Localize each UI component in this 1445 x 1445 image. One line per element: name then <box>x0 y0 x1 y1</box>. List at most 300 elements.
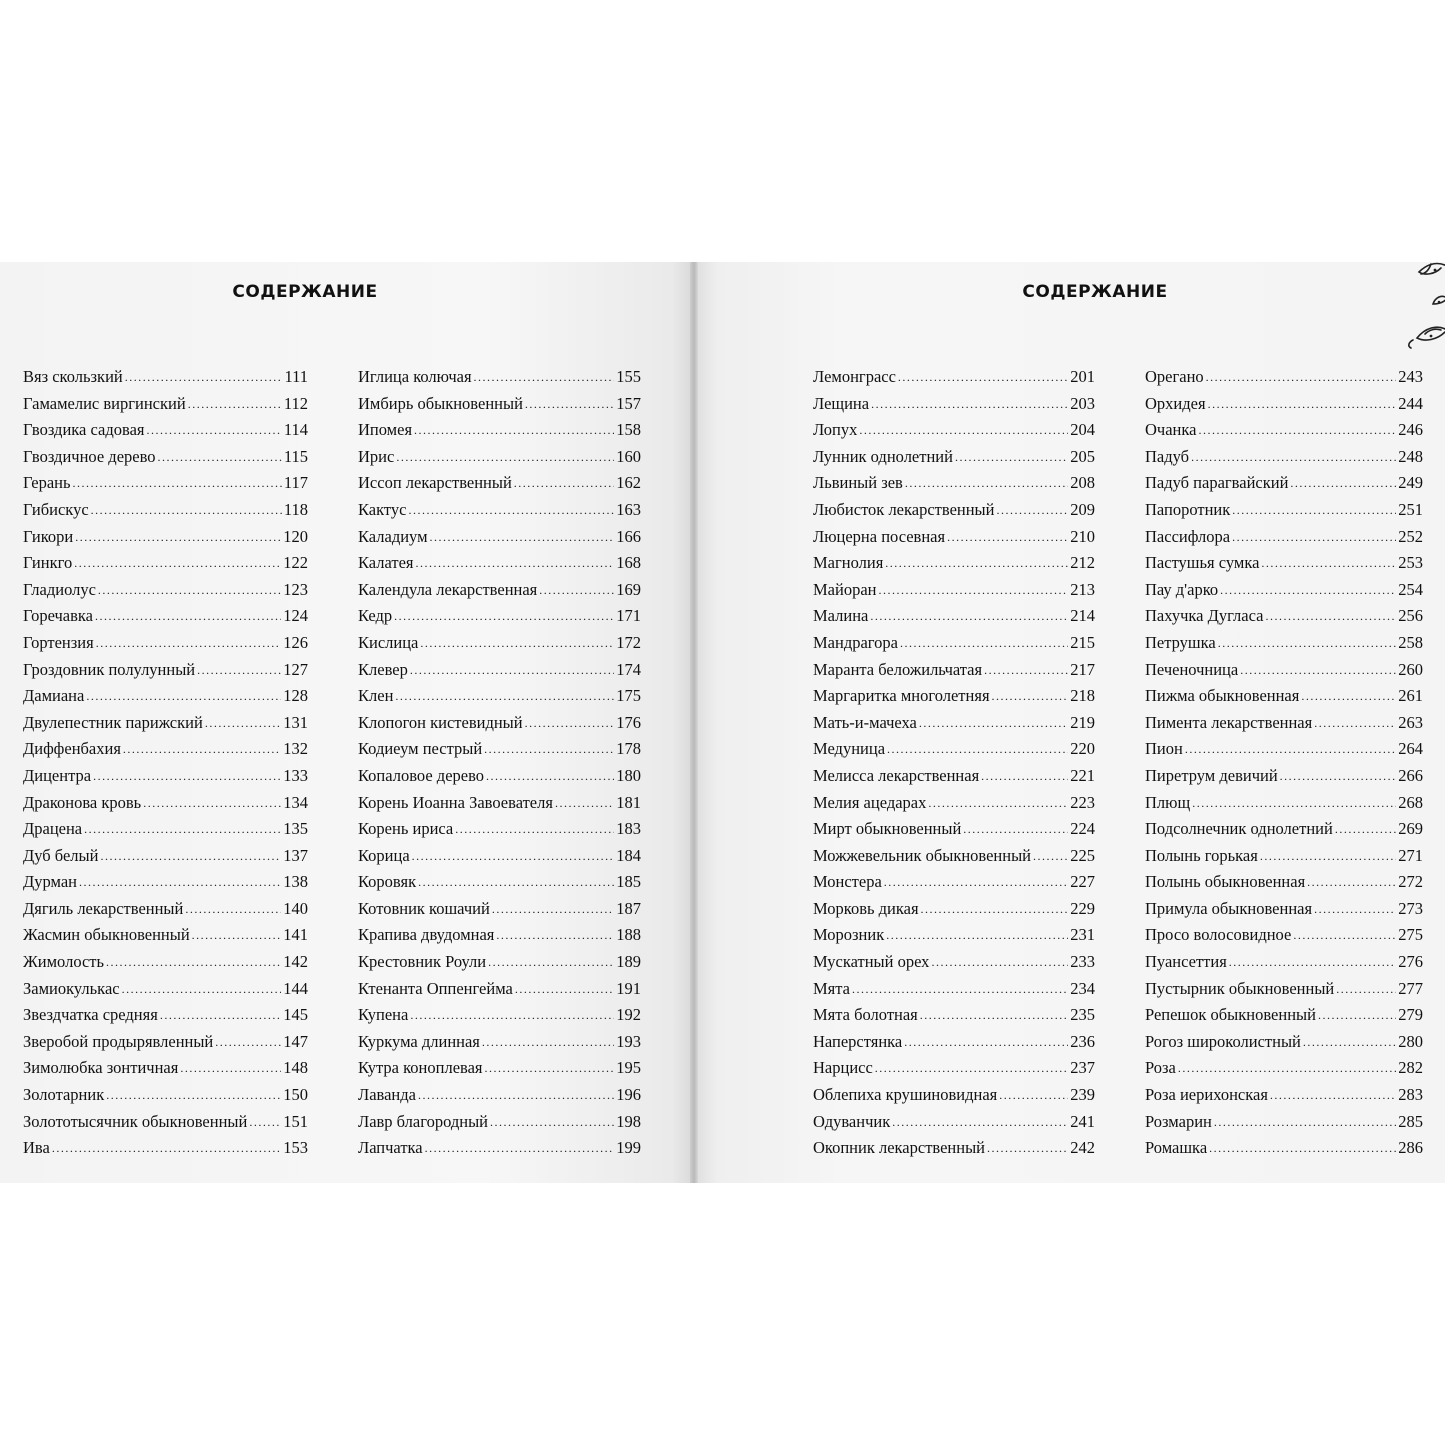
toc-entry-title: Имбирь обыкновенный <box>358 393 523 413</box>
toc-entry-title: Люцерна посевная <box>813 526 946 546</box>
toc-entry-page-number: 174 <box>616 659 641 679</box>
toc-entry-title: Полынь горькая <box>1145 845 1258 865</box>
toc-entry-title: Диффенбахия <box>23 739 121 759</box>
toc-entry <box>813 816 1095 843</box>
toc-entry <box>358 1002 641 1029</box>
toc-entry <box>23 444 308 471</box>
dot-leader <box>188 390 282 418</box>
toc-entry-page-number: 249 <box>1398 473 1423 493</box>
toc-entry-title: Примула обыкновенная <box>1145 898 1313 918</box>
toc-entry-title: Зимолюбка зонтичная <box>23 1058 179 1078</box>
dot-leader <box>158 443 282 471</box>
toc-entry <box>358 710 641 737</box>
toc-entry <box>1145 1082 1423 1109</box>
toc-entry-page-number: 210 <box>1070 526 1095 546</box>
toc-entry-page-number: 268 <box>1398 792 1423 812</box>
dot-leader <box>525 709 615 737</box>
dot-leader <box>496 921 614 949</box>
toc-entry-page-number: 233 <box>1070 952 1095 972</box>
dot-leader <box>486 762 614 790</box>
dot-leader <box>984 656 1068 684</box>
toc-entry <box>813 1029 1095 1056</box>
toc-entry <box>813 550 1095 577</box>
toc-entry-page-number: 157 <box>616 393 641 413</box>
dot-leader <box>1314 709 1396 737</box>
toc-entry-page-number: 134 <box>283 792 308 812</box>
toc-entry <box>813 444 1095 471</box>
toc-entry-page-number: 227 <box>1070 872 1095 892</box>
toc-entry <box>1145 1135 1423 1162</box>
toc-entry <box>358 577 641 604</box>
toc-entry <box>358 683 641 710</box>
toc-entry <box>23 869 308 896</box>
toc-entry <box>23 603 308 630</box>
toc-entry-page-number: 256 <box>1398 606 1423 626</box>
dot-leader <box>1240 656 1396 684</box>
toc-entry-page-number: 221 <box>1070 765 1095 785</box>
toc-entry-title: Пимента лекарственная <box>1145 712 1313 732</box>
dot-leader <box>192 921 282 949</box>
toc-entry <box>1145 630 1423 657</box>
toc-entry <box>358 1029 641 1056</box>
toc-entry-title: Котовник кошачий <box>358 898 490 918</box>
toc-entry-page-number: 188 <box>616 925 641 945</box>
dot-leader <box>852 975 1068 1003</box>
toc-entry-page-number: 203 <box>1070 393 1095 413</box>
toc-entry-title: Ирис <box>358 446 395 466</box>
dot-leader <box>482 1028 614 1056</box>
toc-entry-title: Иссоп лекарственный <box>358 473 512 493</box>
toc-entry-page-number: 148 <box>283 1058 308 1078</box>
toc-entry-page-number: 261 <box>1398 686 1423 706</box>
dot-leader <box>1033 842 1068 870</box>
toc-entry <box>358 657 641 684</box>
right-page-heading: СОДЕРЖАНИЕ <box>1022 282 1168 302</box>
toc-entry <box>1145 1109 1423 1136</box>
toc-entry-page-number: 271 <box>1398 845 1423 865</box>
toc-entry-page-number: 144 <box>283 978 308 998</box>
toc-entry-page-number: 205 <box>1070 446 1095 466</box>
toc-entry-page-number: 252 <box>1398 526 1423 546</box>
toc-entry <box>1145 869 1423 896</box>
toc-entry-title: Пассифлора <box>1145 526 1231 546</box>
toc-entry-title: Герань <box>23 473 71 493</box>
toc-entry <box>23 1002 308 1029</box>
toc-entry-page-number: 253 <box>1398 553 1423 573</box>
dot-leader <box>981 762 1068 790</box>
toc-entry-page-number: 160 <box>616 446 641 466</box>
dot-leader <box>947 523 1068 551</box>
toc-entry <box>23 816 308 843</box>
toc-entry-title: Лаванда <box>358 1085 416 1105</box>
toc-entry-page-number: 229 <box>1070 898 1095 918</box>
toc-entry <box>23 1082 308 1109</box>
toc-column-3 <box>813 364 1095 1162</box>
dot-leader <box>396 443 614 471</box>
dot-leader <box>74 549 281 577</box>
toc-entry <box>1145 444 1423 471</box>
dot-leader <box>395 682 614 710</box>
toc-entry-title: Падуб парагвайский <box>1145 473 1289 493</box>
toc-entry-title: Зверобой продырявленный <box>23 1031 214 1051</box>
dot-leader <box>1209 1134 1396 1162</box>
toc-entry-page-number: 158 <box>616 420 641 440</box>
toc-entry-title: Дуб белый <box>23 845 99 865</box>
toc-column-4 <box>1145 364 1423 1162</box>
toc-entry <box>23 391 308 418</box>
dot-leader <box>1191 443 1396 471</box>
toc-entry-page-number: 185 <box>616 872 641 892</box>
toc-entry-title: Драцена <box>23 819 83 839</box>
dot-leader <box>992 682 1069 710</box>
dot-leader <box>125 363 283 391</box>
dot-leader <box>1336 975 1396 1003</box>
toc-entry <box>358 391 641 418</box>
toc-entry <box>1145 763 1423 790</box>
toc-entry-page-number: 239 <box>1070 1085 1095 1105</box>
dot-leader <box>900 629 1068 657</box>
toc-entry-title: Любисток лекарственный <box>813 499 995 519</box>
dot-leader <box>416 549 615 577</box>
toc-entry-title: Медуница <box>813 739 886 759</box>
toc-entry-page-number: 212 <box>1070 553 1095 573</box>
toc-entry-title: Ипомея <box>358 420 413 440</box>
toc-entry-title: Пион <box>1145 739 1183 759</box>
toc-entry-page-number: 124 <box>283 606 308 626</box>
dot-leader <box>73 469 282 497</box>
toc-entry-page-number: 196 <box>616 1085 641 1105</box>
toc-entry-page-number: 126 <box>283 632 308 652</box>
toc-entry <box>1145 816 1423 843</box>
dot-leader <box>160 1001 281 1029</box>
toc-entry <box>23 417 308 444</box>
toc-entry <box>358 470 641 497</box>
toc-entry <box>813 391 1095 418</box>
toc-entry <box>813 683 1095 710</box>
toc-entry-page-number: 183 <box>616 819 641 839</box>
dot-leader <box>1303 1028 1396 1056</box>
toc-entry-title: Папоротник <box>1145 499 1231 519</box>
toc-entry-title: Орхидея <box>1145 393 1206 413</box>
dot-leader <box>1280 762 1397 790</box>
toc-entry-page-number: 220 <box>1070 739 1095 759</box>
toc-entry-title: Ктенанта Оппенгейма <box>358 978 513 998</box>
toc-entry-page-number: 145 <box>283 1005 308 1025</box>
toc-entry <box>23 763 308 790</box>
toc-entry <box>358 603 641 630</box>
dot-leader <box>492 895 614 923</box>
toc-entry <box>23 1135 308 1162</box>
toc-entry <box>23 790 308 817</box>
toc-entry-title: Гладиолус <box>23 579 96 599</box>
toc-entry-page-number: 215 <box>1070 632 1095 652</box>
toc-entry-page-number: 132 <box>283 739 308 759</box>
toc-entry <box>1145 603 1423 630</box>
toc-entry-title: Маргаритка многолетняя <box>813 686 990 706</box>
toc-entry <box>23 1109 308 1136</box>
toc-entry <box>358 843 641 870</box>
toc-entry <box>813 577 1095 604</box>
toc-entry-page-number: 142 <box>283 952 308 972</box>
toc-entry-page-number: 192 <box>616 1005 641 1025</box>
dot-leader <box>1185 735 1396 763</box>
toc-entry-title: Лещина <box>813 393 870 413</box>
toc-entry-title: Пиретрум девичий <box>1145 765 1278 785</box>
dot-leader <box>1265 602 1396 630</box>
toc-entry <box>23 577 308 604</box>
toc-entry <box>813 603 1095 630</box>
toc-entry-page-number: 189 <box>616 952 641 972</box>
toc-entry <box>1145 577 1423 604</box>
dot-leader <box>430 523 615 551</box>
toc-entry-title: Гамамелис виргинский <box>23 393 186 413</box>
toc-entry-title: Звездчатка средняя <box>23 1005 158 1025</box>
toc-entry-page-number: 218 <box>1070 686 1095 706</box>
toc-entry <box>358 550 641 577</box>
toc-entry <box>813 524 1095 551</box>
toc-entry-page-number: 208 <box>1070 473 1095 493</box>
dot-leader <box>1198 416 1396 444</box>
toc-entry-page-number: 285 <box>1398 1111 1423 1131</box>
dot-leader <box>75 523 281 551</box>
dot-leader <box>86 682 281 710</box>
toc-entry-title: Коровяк <box>358 872 417 892</box>
toc-entry-page-number: 209 <box>1070 499 1095 519</box>
toc-entry <box>813 470 1095 497</box>
toc-entry <box>1145 896 1423 923</box>
toc-entry-title: Мята <box>813 978 850 998</box>
toc-entry-page-number: 193 <box>616 1031 641 1051</box>
dot-leader <box>955 443 1068 471</box>
toc-entry-title: Печеночница <box>1145 659 1239 679</box>
dot-leader <box>919 709 1068 737</box>
toc-entry-title: Малина <box>813 606 869 626</box>
toc-entry <box>23 497 308 524</box>
toc-entry-page-number: 122 <box>283 553 308 573</box>
dot-leader <box>963 815 1068 843</box>
toc-entry <box>1145 949 1423 976</box>
toc-entry-title: Дурман <box>23 872 77 892</box>
dot-leader <box>539 576 614 604</box>
toc-entry <box>23 949 308 976</box>
toc-entry <box>813 710 1095 737</box>
dot-leader <box>1261 549 1396 577</box>
toc-entry-page-number: 272 <box>1398 872 1423 892</box>
toc-entry-title: Плющ <box>1145 792 1191 812</box>
dot-leader <box>1214 1108 1396 1136</box>
toc-entry <box>1145 1055 1423 1082</box>
toc-entry-title: Мелия ацедарах <box>813 792 927 812</box>
toc-entry-title: Гортензия <box>23 632 94 652</box>
toc-entry <box>813 869 1095 896</box>
toc-entry-page-number: 264 <box>1398 739 1423 759</box>
toc-entry-page-number: 231 <box>1070 925 1095 945</box>
toc-entry-title: Подсолнечник однолетний <box>1145 819 1333 839</box>
dot-leader <box>931 948 1068 976</box>
toc-entry-title: Жимолость <box>23 952 105 972</box>
toc-entry <box>23 976 308 1003</box>
toc-entry-page-number: 176 <box>616 712 641 732</box>
dot-leader <box>52 1134 281 1162</box>
toc-entry-title: Лапчатка <box>358 1138 423 1158</box>
toc-entry <box>23 524 308 551</box>
toc-entry-page-number: 223 <box>1070 792 1095 812</box>
toc-entry-page-number: 283 <box>1398 1085 1423 1105</box>
toc-entry <box>1145 790 1423 817</box>
toc-entry-title: Мускатный орех <box>813 952 930 972</box>
toc-entry-title: Замиокулькас <box>23 978 120 998</box>
dot-leader <box>904 1028 1068 1056</box>
toc-entry <box>1145 683 1423 710</box>
toc-entry-title: Майоран <box>813 579 877 599</box>
toc-entry-page-number: 282 <box>1398 1058 1423 1078</box>
toc-entry-title: Лавр благородный <box>358 1111 488 1131</box>
toc-entry-page-number: 168 <box>616 553 641 573</box>
toc-entry-title: Лопух <box>813 420 858 440</box>
toc-entry <box>813 1082 1095 1109</box>
toc-entry <box>1145 1002 1423 1029</box>
toc-entry-page-number: 243 <box>1398 367 1423 386</box>
toc-entry-title: Очанка <box>1145 420 1197 440</box>
toc-entry-page-number: 236 <box>1070 1031 1095 1051</box>
dot-leader <box>455 815 614 843</box>
toc-entry-page-number: 111 <box>284 367 308 386</box>
toc-entry-title: Монстера <box>813 872 882 892</box>
toc-entry <box>358 524 641 551</box>
toc-entry <box>358 497 641 524</box>
dot-leader <box>484 735 614 763</box>
toc-entry <box>358 630 641 657</box>
dot-leader <box>122 975 282 1003</box>
toc-entry-title: Роза иерихонская <box>1145 1085 1268 1105</box>
toc-entry <box>23 657 308 684</box>
toc-entry-page-number: 162 <box>616 473 641 493</box>
dot-leader <box>920 1001 1068 1029</box>
dot-leader <box>987 1134 1068 1162</box>
dot-leader <box>91 496 282 524</box>
toc-entry-page-number: 184 <box>616 845 641 865</box>
toc-entry <box>813 949 1095 976</box>
dot-leader <box>106 1081 281 1109</box>
toc-entry-title: Мандрагора <box>813 632 898 652</box>
toc-entry-title: Кактус <box>358 499 407 519</box>
toc-entry-title: Пижма обыкновенная <box>1145 686 1300 706</box>
toc-entry-title: Клен <box>358 686 394 706</box>
toc-entry <box>1145 843 1423 870</box>
toc-entry-page-number: 171 <box>616 606 641 626</box>
toc-entry <box>1145 470 1423 497</box>
toc-entry-page-number: 140 <box>283 898 308 918</box>
toc-entry-page-number: 175 <box>616 686 641 706</box>
toc-entry-page-number: 118 <box>283 499 308 519</box>
toc-entry-page-number: 127 <box>283 659 308 679</box>
dot-leader <box>1232 496 1396 524</box>
toc-entry-page-number: 163 <box>616 499 641 519</box>
toc-entry <box>1145 710 1423 737</box>
toc-entry <box>358 364 641 391</box>
dot-leader <box>96 629 282 657</box>
toc-entry <box>358 1135 641 1162</box>
toc-entry-page-number: 150 <box>283 1085 308 1105</box>
toc-entry <box>813 922 1095 949</box>
dot-leader <box>84 815 281 843</box>
toc-entry-title: Полынь обыкновенная <box>1145 872 1306 892</box>
toc-entry-page-number: 224 <box>1070 819 1095 839</box>
book-gutter <box>690 262 698 1183</box>
dot-leader <box>886 921 1068 949</box>
dot-leader <box>1206 363 1397 391</box>
toc-entry-title: Лунник однолетний <box>813 446 953 466</box>
dot-leader <box>921 895 1069 923</box>
toc-entry-page-number: 241 <box>1070 1111 1095 1131</box>
toc-entry-title: Гибискус <box>23 499 89 519</box>
toc-entry <box>358 896 641 923</box>
toc-entry-title: Календула лекарственная <box>358 579 538 599</box>
toc-entry <box>813 1109 1095 1136</box>
toc-entry <box>813 1135 1095 1162</box>
toc-entry-title: Гроздовник полулунный <box>23 659 196 679</box>
toc-entry-title: Гвоздика садовая <box>23 420 145 440</box>
toc-entry-page-number: 153 <box>283 1138 308 1158</box>
toc-entry-page-number: 114 <box>283 420 308 440</box>
toc-entry-page-number: 280 <box>1398 1031 1423 1051</box>
toc-entry-page-number: 172 <box>616 632 641 652</box>
toc-entry-title: Дягиль лекарственный <box>23 898 184 918</box>
dot-leader <box>197 656 281 684</box>
toc-entry <box>358 444 641 471</box>
toc-entry-title: Можжевельник обыкновенный <box>813 845 1032 865</box>
dot-leader <box>515 975 614 1003</box>
toc-entry-title: Золотарник <box>23 1085 105 1105</box>
toc-entry-title: Пуансеттия <box>1145 952 1227 972</box>
toc-entry-page-number: 115 <box>283 446 308 466</box>
toc-entry-page-number: 225 <box>1070 845 1095 865</box>
dot-leader <box>143 789 281 817</box>
toc-entry-page-number: 120 <box>283 526 308 546</box>
toc-entry-page-number: 180 <box>616 765 641 785</box>
toc-entry-title: Купена <box>358 1005 409 1025</box>
dot-leader <box>1290 469 1396 497</box>
toc-entry-page-number: 131 <box>283 712 308 732</box>
toc-entry <box>23 896 308 923</box>
toc-entry-title: Мелисса лекарственная <box>813 765 980 785</box>
toc-entry-title: Пахучка Дугласа <box>1145 606 1264 626</box>
toc-entry <box>813 1002 1095 1029</box>
toc-entry-title: Крапива двудомная <box>358 925 495 945</box>
dot-leader <box>95 602 281 630</box>
toc-entry <box>23 736 308 763</box>
toc-entry-title: Розмарин <box>1145 1111 1212 1131</box>
toc-entry <box>23 470 308 497</box>
toc-entry-page-number: 155 <box>616 367 641 386</box>
toc-entry-title: Магнолия <box>813 553 884 573</box>
toc-entry <box>1145 391 1423 418</box>
book-spread <box>0 262 1445 1183</box>
toc-entry-page-number: 201 <box>1070 367 1095 386</box>
toc-entry-title: Двулепестник парижский <box>23 712 203 732</box>
dot-leader <box>1229 948 1396 976</box>
dot-leader <box>1220 576 1396 604</box>
toc-entry-title: Золототысячник обыкновенный <box>23 1111 248 1131</box>
dot-leader <box>410 1001 614 1029</box>
toc-entry-title: Кислица <box>358 632 419 652</box>
toc-entry <box>358 1055 641 1082</box>
toc-entry-title: Просо волосовидное <box>1145 925 1292 945</box>
dot-leader <box>100 842 281 870</box>
dot-leader <box>249 1108 281 1136</box>
dot-leader <box>1301 682 1396 710</box>
toc-entry <box>23 630 308 657</box>
